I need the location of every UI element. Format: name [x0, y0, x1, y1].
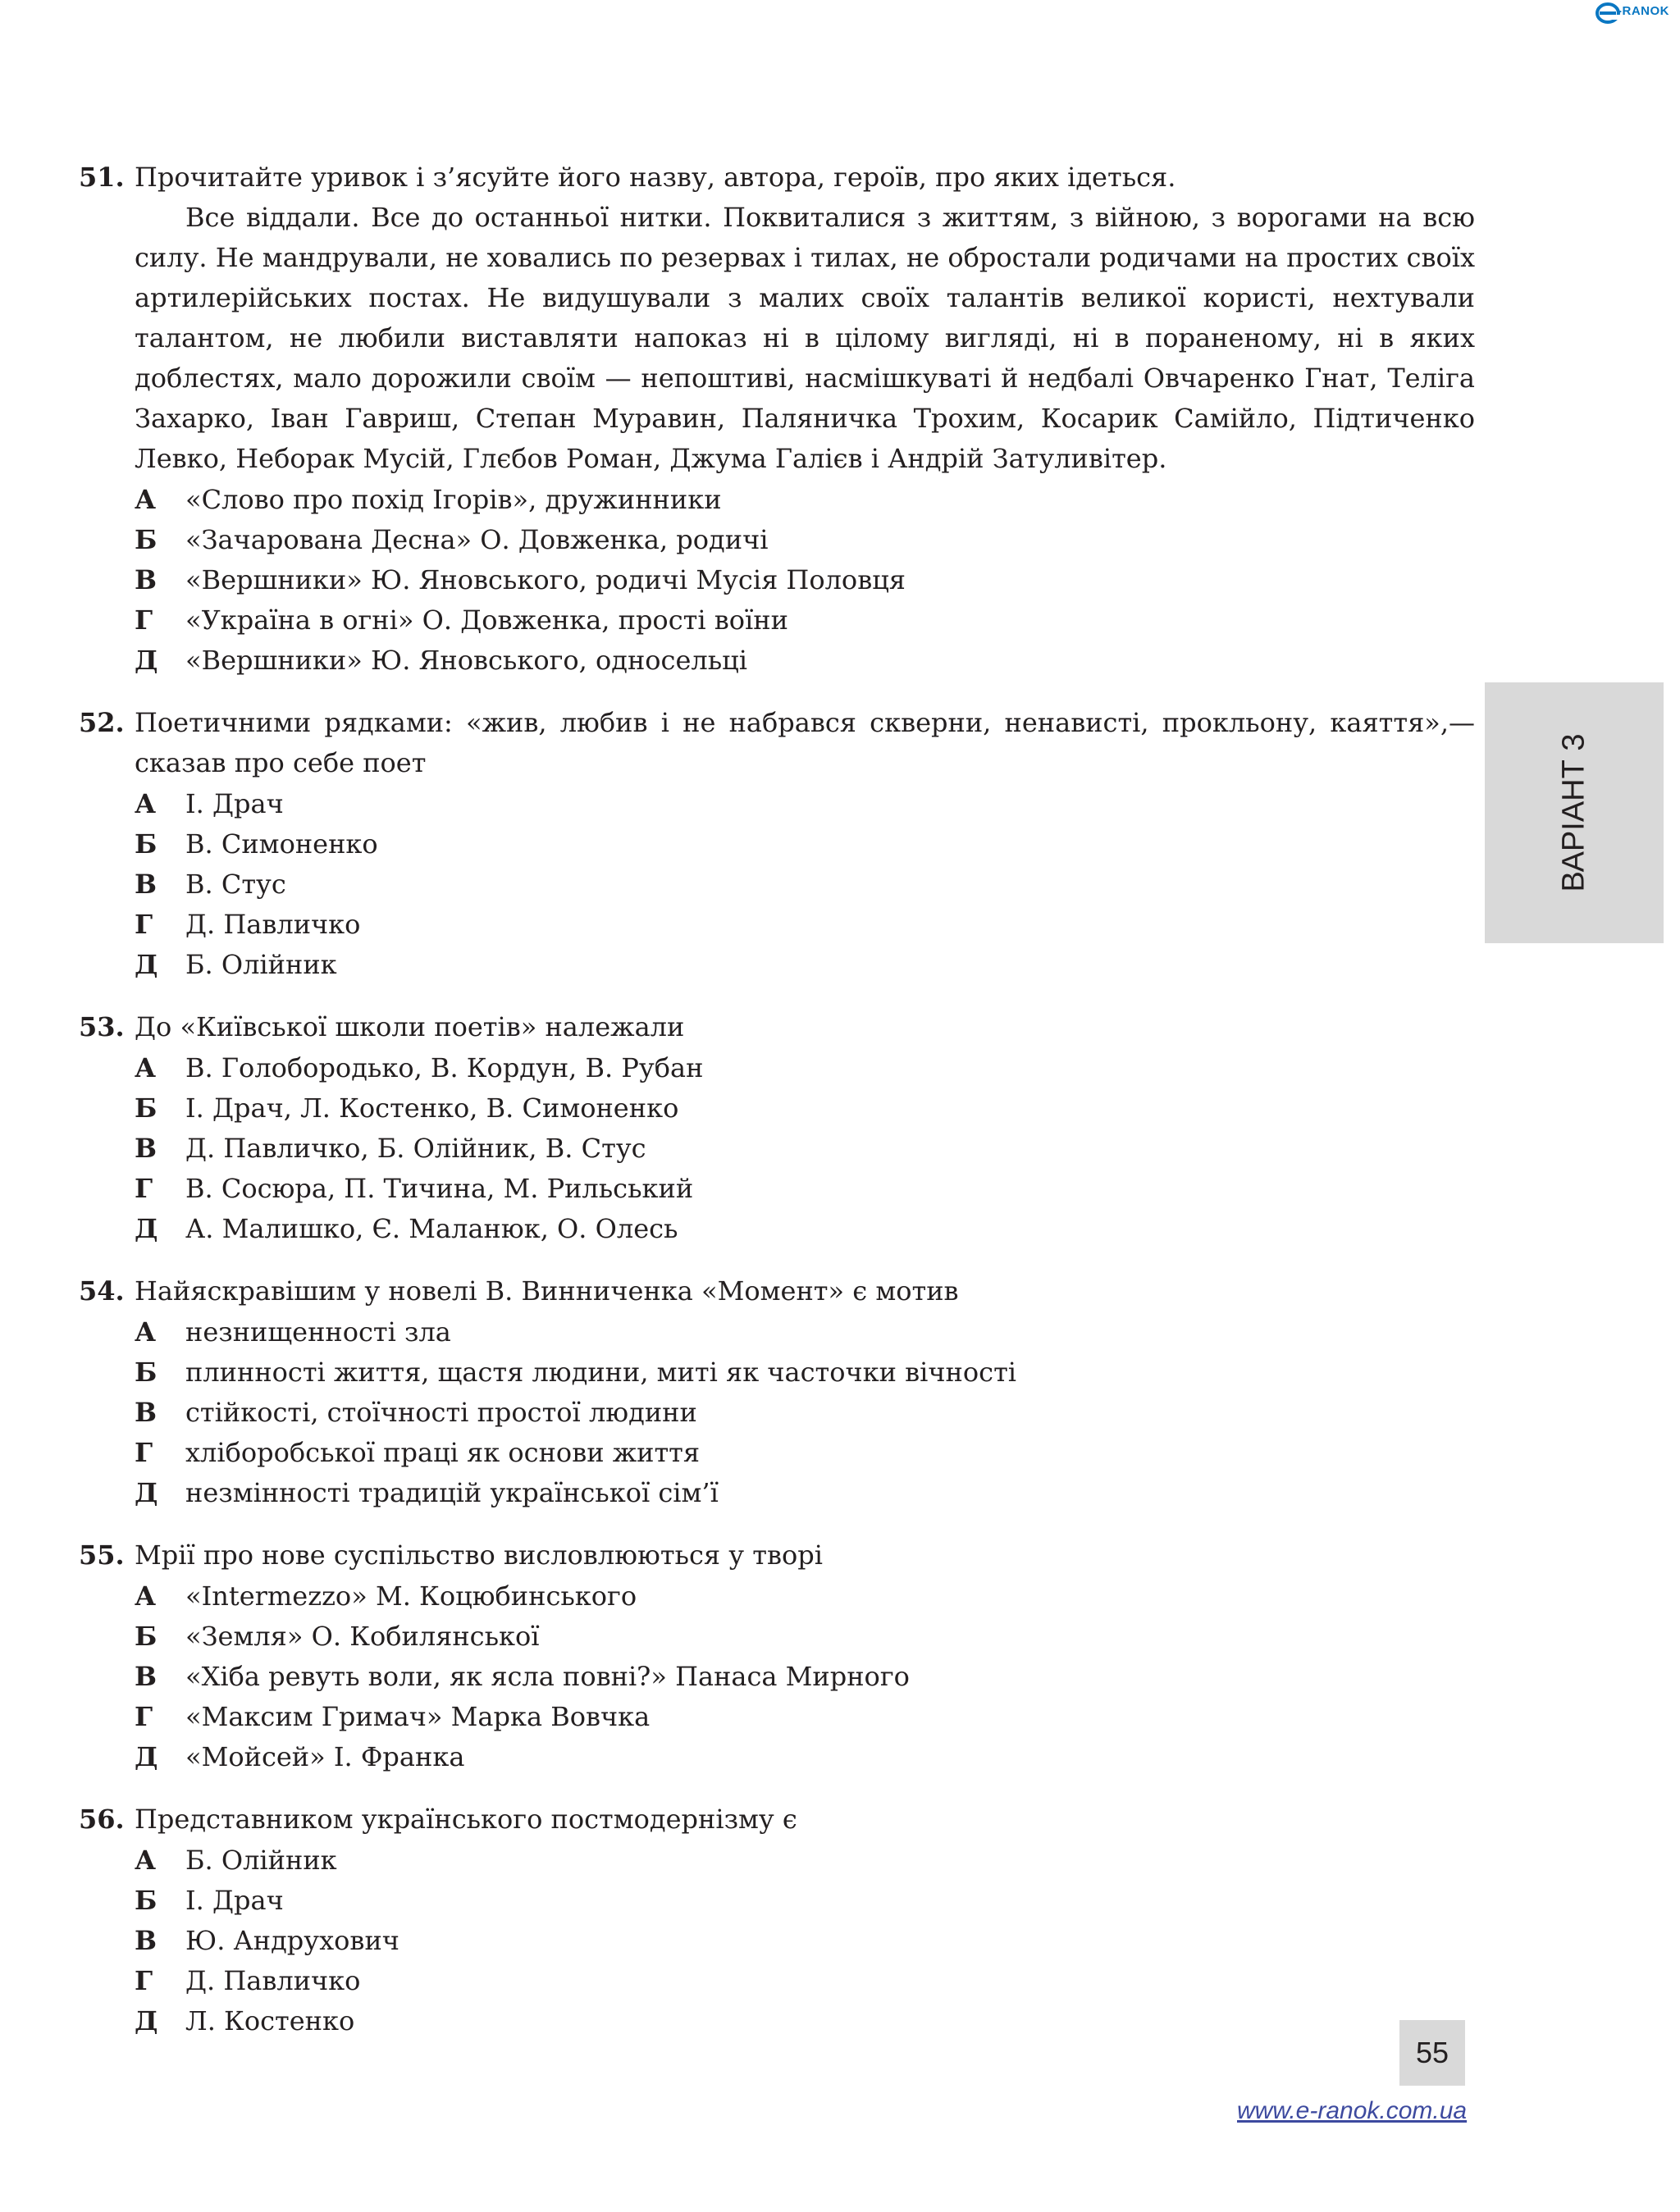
- option-text: В. Стус: [185, 869, 286, 900]
- option-text: «Слово про похід Ігорів», дружинники: [185, 484, 722, 515]
- logo-text: -RANOK: [1618, 4, 1669, 18]
- question-text: Представником українського постмодернізму є: [135, 1804, 797, 1835]
- option-letter: Б: [135, 1621, 158, 1652]
- option-text: Д. Павличко: [185, 909, 361, 940]
- option-text: «Зачарована Десна» О. Довженка, родичі: [185, 524, 769, 555]
- option-g: [79, 1697, 1475, 1737]
- option-text: Л. Костенко: [185, 2005, 355, 2036]
- question-number: 51.: [79, 162, 125, 193]
- option-letter: Д: [135, 2005, 158, 2036]
- option-letter: В: [135, 869, 158, 900]
- question-number: 53.: [79, 1011, 125, 1042]
- option-v: [79, 1921, 1475, 1961]
- option-v: [79, 1129, 1475, 1169]
- variant-side-tab: [1485, 682, 1664, 943]
- option-text: плинності життя, щастя людини, миті як часточки вічності: [185, 1357, 1016, 1388]
- question-54: [79, 1271, 1475, 1513]
- option-g: [79, 1961, 1475, 2001]
- option-g: [79, 1169, 1475, 1209]
- option-a: [79, 480, 1475, 520]
- e-ranok-logo: [1595, 0, 1677, 25]
- question-number: 54.: [79, 1275, 125, 1307]
- option-d: [79, 945, 1475, 985]
- options-list: [79, 1576, 1475, 1777]
- option-letter: Б: [135, 524, 158, 555]
- option-text: стійкості, стоїчності простої людини: [185, 1397, 697, 1428]
- option-text: Б. Олійник: [185, 949, 337, 980]
- page-number: 55: [1415, 2036, 1449, 2069]
- option-a: [79, 1576, 1475, 1617]
- option-text: «Земля» О. Кобилянської: [185, 1621, 540, 1652]
- option-d: [79, 2001, 1475, 2041]
- option-letter: А: [135, 1845, 157, 1876]
- variant-label: ВАРІАНТ 3: [1556, 733, 1591, 892]
- question-number: 55.: [79, 1539, 125, 1571]
- option-a: [79, 1840, 1475, 1881]
- option-letter: Б: [135, 828, 158, 860]
- option-d: [79, 1209, 1475, 1249]
- option-letter: Б: [135, 1092, 158, 1124]
- option-letter: Г: [135, 1173, 153, 1204]
- option-letter: В: [135, 1133, 158, 1164]
- option-text: І. Драч, Л. Костенко, В. Симоненко: [185, 1092, 679, 1124]
- page-number-box: [1399, 2020, 1465, 2086]
- option-text: «Вершники» Ю. Яновського, односельці: [185, 645, 747, 676]
- option-text: І. Драч: [185, 788, 284, 819]
- question-header: [79, 157, 1475, 198]
- options-list: [79, 480, 1475, 681]
- question-number: 56.: [79, 1804, 125, 1835]
- option-text: Д. Павличко: [185, 1965, 361, 1996]
- option-text: незмінності традицій української сім’ї: [185, 1477, 719, 1508]
- option-text: «Україна в огні» О. Довженка, прості воїни: [185, 604, 788, 636]
- option-text: А. Малишко, Є. Маланюк, О. Олесь: [185, 1213, 678, 1244]
- question-header: [79, 1007, 1475, 1047]
- option-text: «Вершники» Ю. Яновського, родичі Мусія Половця: [185, 564, 906, 595]
- option-v: [79, 1657, 1475, 1697]
- questions-content: [79, 157, 1475, 2041]
- options-list: [79, 1840, 1475, 2041]
- option-g: [79, 600, 1475, 641]
- option-v: [79, 560, 1475, 600]
- option-letter: А: [135, 1316, 157, 1348]
- option-letter: Г: [135, 1437, 153, 1468]
- option-text: В. Голобородько, В. Кордун, В. Рубан: [185, 1052, 704, 1083]
- option-b: [79, 1088, 1475, 1129]
- option-letter: Б: [135, 1357, 158, 1388]
- question-number: 52.: [79, 707, 125, 738]
- question-51: [79, 157, 1475, 681]
- question-text: Прочитайте уривок і з’ясуйте його назву, автора, героїв, про яких ідеться.: [135, 162, 1176, 193]
- option-text: Д. Павличко, Б. Олійник, В. Стус: [185, 1133, 646, 1164]
- option-letter: Д: [135, 1477, 158, 1508]
- option-letter: В: [135, 564, 158, 595]
- option-text: «Intermezzo» М. Коцюбинського: [185, 1580, 637, 1612]
- option-letter: А: [135, 1580, 157, 1612]
- option-text: незнищенності зла: [185, 1316, 451, 1348]
- option-a: [79, 1312, 1475, 1352]
- option-g: [79, 1433, 1475, 1473]
- question-56: [79, 1799, 1475, 2041]
- option-text: І. Драч: [185, 1885, 284, 1916]
- option-a: [79, 784, 1475, 824]
- question-text: Поетичними рядками: «жив, любив і не набрався скверни, ненависті, прокльону, каяття»,— сказав про себе поет: [135, 707, 1475, 778]
- question-text: Найяскравішим у новелі В. Винниченка «Момент» є мотив: [135, 1275, 959, 1307]
- option-letter: В: [135, 1397, 158, 1428]
- option-text: хліборобської праці як основи життя: [185, 1437, 701, 1468]
- option-letter: Г: [135, 1701, 153, 1732]
- option-letter: Д: [135, 949, 158, 980]
- option-letter: Д: [135, 1213, 158, 1244]
- option-letter: Г: [135, 1965, 153, 1996]
- option-letter: А: [135, 788, 157, 819]
- option-text: «Максим Гримач» Марка Вовчка: [185, 1701, 651, 1732]
- option-letter: А: [135, 484, 157, 515]
- website-link[interactable]: www.e-ranok.com.ua: [1237, 2097, 1468, 2124]
- option-letter: Г: [135, 604, 153, 636]
- option-g: [79, 905, 1475, 945]
- option-d: [79, 641, 1475, 681]
- option-letter: В: [135, 1661, 158, 1692]
- question-text: Мрії про нове суспільство висловлюються у творі: [135, 1539, 823, 1571]
- option-text: В. Симоненко: [185, 828, 378, 860]
- option-b: [79, 1352, 1475, 1393]
- option-b: [79, 824, 1475, 864]
- option-letter: Б: [135, 1885, 158, 1916]
- question-quote: Все віддали. Все до останньої нитки. Поквиталися з життям, з війною, з ворогами на всю силу. Не мандрували, не ховались по резервах і тилах, не обростали родичами на простих своїх артилерійських постах. Не видушували з малих своїх талантів великої користі, нехтували талантом, не любили виставляти напоказ ні в цілому вигляді, ні в пораненому, ні в яких доблестях, мало дорожили своїм — непоштиві, насмішкуваті й недбалі Овчаренко Гнат, Теліга Захарко, Іван Гавриш, Степан Муравин, Паляничка Трохим, Косарик Самійло, Підтиченко Левко, Неборак Мусій, Глєбов Роман, Джума Галієв і Андрій Затуливітер.: [135, 202, 1475, 474]
- question-text: До «Київської школи поетів» належали: [135, 1011, 685, 1042]
- option-letter: Г: [135, 909, 153, 940]
- option-b: [79, 1881, 1475, 1921]
- options-list: [79, 784, 1475, 985]
- option-text: «Мойсей» І. Франка: [185, 1741, 465, 1772]
- option-letter: Д: [135, 1741, 158, 1772]
- option-v: [79, 1393, 1475, 1433]
- question-53: [79, 1007, 1475, 1249]
- option-d: [79, 1473, 1475, 1513]
- option-text: Б. Олійник: [185, 1845, 337, 1876]
- options-list: [79, 1312, 1475, 1513]
- question-52: [79, 703, 1475, 985]
- question-header: [79, 703, 1475, 783]
- question-header: [79, 1535, 1475, 1576]
- option-v: [79, 864, 1475, 905]
- option-d: [79, 1737, 1475, 1777]
- option-letter: А: [135, 1052, 157, 1083]
- option-text: Ю. Андрухович: [185, 1925, 399, 1956]
- option-text: «Хіба ревуть воли, як ясла повні?» Панаса Мирного: [185, 1661, 910, 1692]
- option-text: В. Сосюра, П. Тичина, М. Рильський: [185, 1173, 694, 1204]
- option-letter: Д: [135, 645, 158, 676]
- option-b: [79, 1617, 1475, 1657]
- options-list: [79, 1048, 1475, 1249]
- question-55: [79, 1535, 1475, 1777]
- question-header: [79, 1799, 1475, 1840]
- option-letter: В: [135, 1925, 158, 1956]
- question-header: [79, 1271, 1475, 1311]
- option-b: [79, 520, 1475, 560]
- option-a: [79, 1048, 1475, 1088]
